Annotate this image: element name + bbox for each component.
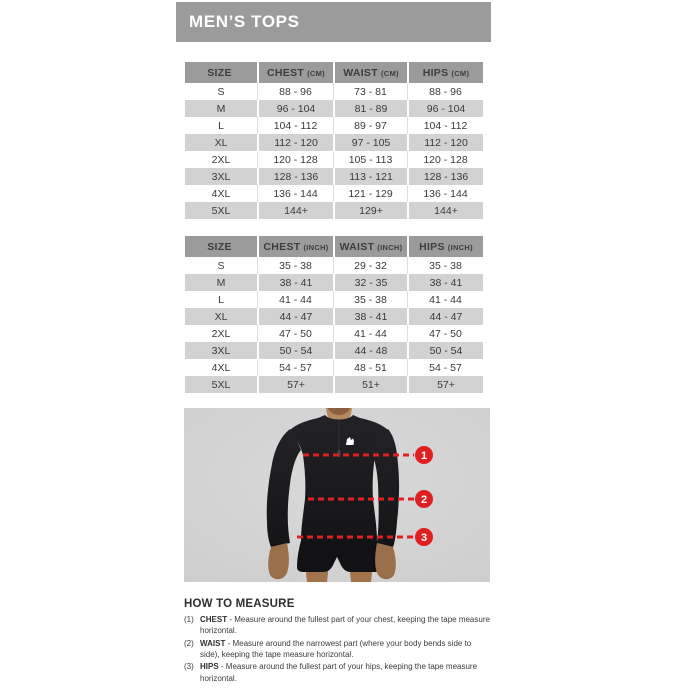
col-header-chest: CHEST (INCH) <box>257 236 333 257</box>
table-row: S 88 - 96 73 - 81 88 - 96 <box>185 83 483 100</box>
table-row: 5XL 144+ 129+ 144+ <box>185 202 483 219</box>
item-text: HIPS - Measure around the fullest part of your hips, keeping the tape measure horizontal. <box>200 662 478 683</box>
col-header-size: SIZE <box>185 236 257 257</box>
col-header-chest: CHEST (CM) <box>257 62 333 83</box>
item-text: CHEST - Measure around the fullest part of your chest, keeping the tape measure horizontal. <box>200 615 490 636</box>
measure-item-hips <box>184 661 490 684</box>
marker-2-number: 2 <box>420 494 428 506</box>
page-title: MEN’S TOPS <box>189 12 300 31</box>
item-number: (1) <box>184 615 194 624</box>
model-left-hand <box>268 543 289 579</box>
table-row: 4XL 54 - 57 48 - 51 54 - 57 <box>185 359 483 376</box>
page-title-bar <box>176 2 491 42</box>
measurement-photo <box>184 408 490 582</box>
table-row: 5XL 57+ 51+ 57+ <box>185 376 483 393</box>
table-row: L 41 - 44 35 - 38 41 - 44 <box>185 291 483 308</box>
marker-1 <box>415 446 433 464</box>
table-row: XL 44 - 47 38 - 41 44 - 47 <box>185 308 483 325</box>
table-row: M 38 - 41 32 - 35 38 - 41 <box>185 274 483 291</box>
table-row: 4XL 136 - 144 121 - 129 136 - 144 <box>185 185 483 202</box>
marker-1-number: 1 <box>420 450 428 462</box>
how-to-measure-heading: HOW TO MEASURE <box>184 598 295 610</box>
col-header-waist: WAIST (INCH) <box>333 236 407 257</box>
marker-2 <box>415 490 433 508</box>
table-row: XL 112 - 120 97 - 105 112 - 120 <box>185 134 483 151</box>
table-row: 2XL 47 - 50 41 - 44 47 - 50 <box>185 325 483 342</box>
table-row: S 35 - 38 29 - 32 35 - 38 <box>185 257 483 274</box>
size-table-cm <box>185 62 483 219</box>
measure-item-chest <box>184 614 490 637</box>
item-text: WAIST - Measure around the narrowest part (where your body bends side to side), keeping the tape measure horizontal. <box>200 638 472 660</box>
table-row: M 96 - 104 81 - 89 96 - 104 <box>185 100 483 117</box>
col-header-size: SIZE <box>185 62 257 83</box>
marker-3 <box>415 528 433 546</box>
table-row: 2XL 120 - 128 105 - 113 120 - 128 <box>185 151 483 168</box>
table-row: 3XL 128 - 136 113 - 121 128 - 136 <box>185 168 483 185</box>
col-header-waist: WAIST (CM) <box>333 62 407 83</box>
item-number: (3) <box>184 662 194 672</box>
model-right-hand <box>375 543 396 579</box>
table-row: L 104 - 112 89 - 97 104 - 112 <box>185 117 483 134</box>
measure-item-waist <box>184 638 490 661</box>
col-header-hips: HIPS (INCH) <box>407 236 483 257</box>
table-header-row <box>185 236 483 257</box>
how-to-measure-section <box>184 598 490 685</box>
size-table-inch <box>185 236 483 393</box>
col-header-hips: HIPS (CM) <box>407 62 483 83</box>
model-figure <box>267 408 399 582</box>
item-number: (2) <box>184 638 194 648</box>
marker-3-number: 3 <box>420 532 428 544</box>
table-row: 3XL 50 - 54 44 - 48 50 - 54 <box>185 342 483 359</box>
table-header-row <box>185 62 483 83</box>
